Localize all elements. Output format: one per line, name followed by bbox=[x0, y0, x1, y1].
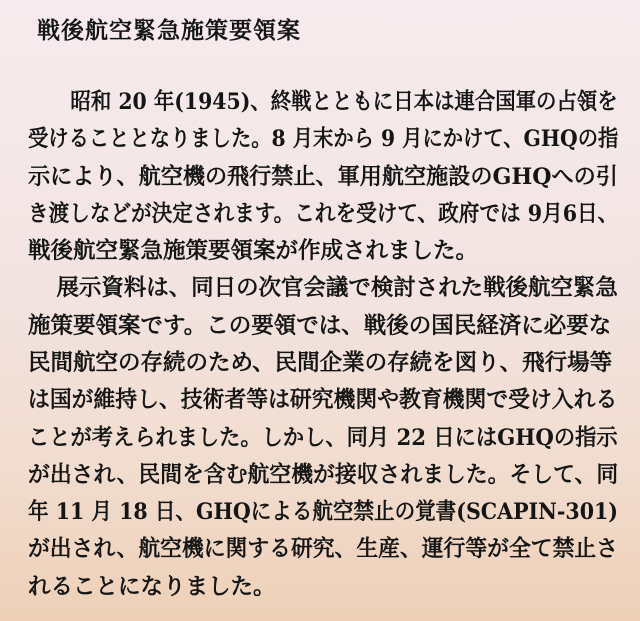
text-line: れることになりました。 bbox=[28, 574, 276, 600]
text-line: き渡しなどが決定されます。これを受けて、政府では 9月6日、 bbox=[28, 201, 619, 227]
text-line: 受けることとなりました。8 月末から 9 月にかけて、GHQの指 bbox=[28, 126, 619, 152]
text-line: 展示資料は、同日の次官会議で検討された戦後航空緊急 bbox=[34, 275, 618, 301]
panel-title: 戦後航空緊急施策要領案 bbox=[37, 17, 301, 44]
text-line: が出され、民間を含む航空機が接収されました。そして、同 bbox=[28, 462, 619, 488]
text-line: 戦後航空緊急施策要領案が作成されました。 bbox=[28, 238, 479, 264]
text-line: 民間航空の存続のため、民間企業の存続を図り、飛行場等 bbox=[28, 350, 613, 376]
text-line: 施策要領案です。この要領では、戦後の国民経済に必要な bbox=[28, 313, 612, 339]
text-line: 示により、航空機の飛行禁止、軍用航空施設のGHQへの引 bbox=[28, 164, 618, 190]
text-line: は国が維持し、技術者等は研究機関や教育機関で受け入れる bbox=[28, 387, 618, 413]
text-line: 年 11 月 18 日、GHQによる航空禁止の覚書(SCAPIN-301) bbox=[28, 499, 619, 525]
text-line: ことが考えられました。しかし、同月 22 日にはGHQの指示 bbox=[28, 425, 618, 451]
text-line: 昭和 20 年(1945)、終戦とともに日本は連合国軍の占領を bbox=[50, 89, 618, 115]
text-line: が出され、航空機に関する研究、生産、運行等が全て禁止さ bbox=[28, 536, 618, 562]
